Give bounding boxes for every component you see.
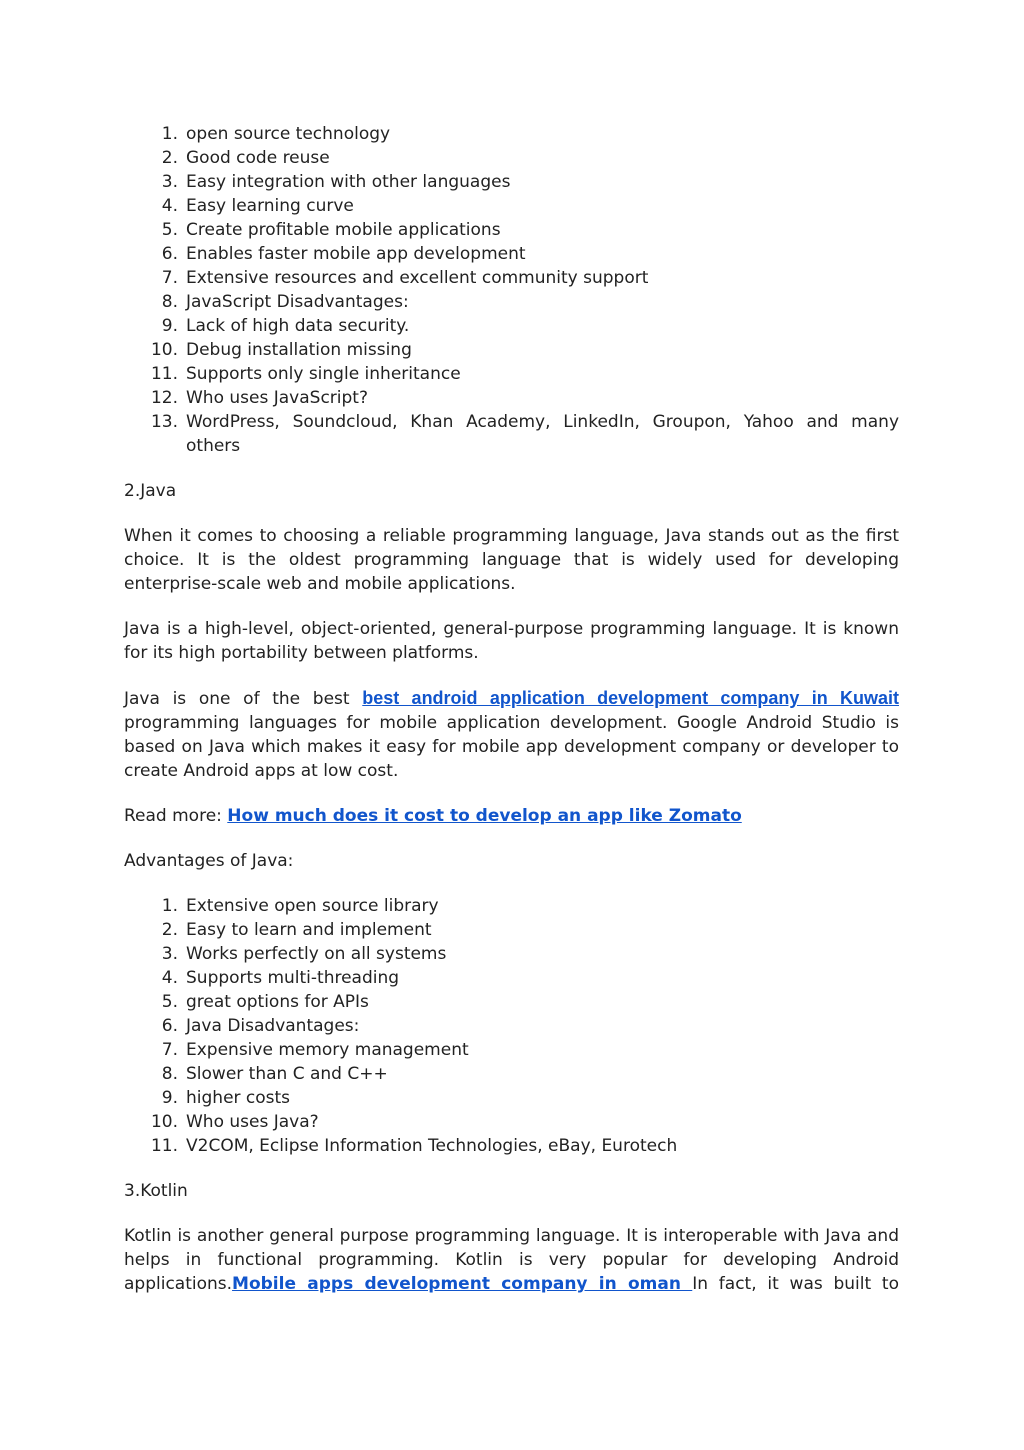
java-list [124, 894, 899, 1158]
list-item: 1. Extensive open source library [161, 896, 439, 916]
list-item: 11. V2COM, Eclipse Information Technologies, eBay, Eurotech [150, 1136, 678, 1156]
list-item: 7. Expensive memory management [161, 1040, 469, 1060]
list-item: 3. Easy integration with other languages [161, 172, 511, 192]
list-item: 8. Slower than C and C++ [161, 1064, 388, 1084]
list-item: 10. Debug installation missing [150, 340, 412, 360]
section-heading-kotlin: 3.Kotlin [124, 1181, 188, 1201]
list-item: 11. Supports only single inheritance [150, 364, 461, 384]
list-item: 5. great options for APIs [161, 992, 369, 1012]
list-item: 13. WordPress, Soundcloud, Khan Academy, LinkedIn, Groupon, Yahoo and many others [150, 412, 899, 456]
kotlin-paragraph-1: Kotlin is another general purpose programming language. It is interoperable with Java and helps in functional programming. Kotlin is very popular for developing Android applications.Mobile apps development company in oman In fact, it was built to [124, 1226, 899, 1294]
list-item: 12. Who uses JavaScript? [150, 388, 368, 408]
list-item: 10. Who uses Java? [150, 1112, 319, 1132]
list-item: 6. Java Disadvantages: [161, 1016, 360, 1036]
advantages-java-heading: Advantages of Java: [124, 851, 294, 871]
list-item: 3. Works perfectly on all systems [161, 944, 447, 964]
document-page [124, 122, 899, 1296]
section-heading-java: 2.Java [124, 481, 177, 501]
list-item: 2. Easy to learn and implement [161, 920, 432, 940]
list-item: 2. Good code reuse [161, 148, 330, 168]
oman-link[interactable]: Mobile apps development company in oman [232, 1274, 693, 1294]
java-paragraph-2: Java is a high-level, object-oriented, general-purpose programming language. It is known for its high portability between platforms. [124, 619, 899, 663]
list-item: 5. Create profitable mobile applications [161, 220, 501, 240]
list-item: 9. higher costs [161, 1088, 291, 1108]
zomato-link[interactable]: How much does it cost to develop an app like Zomato [227, 806, 742, 826]
javascript-list [124, 122, 899, 458]
list-item: 4. Easy learning curve [161, 196, 354, 216]
list-item: 8. JavaScript Disadvantages: [161, 292, 409, 312]
java-paragraph-1: When it comes to choosing a reliable programming language, Java stands out as the first choice. It is the oldest programming language that is widely used for developing enterprise-scale web and mobile applications. [124, 526, 899, 594]
kuwait-link[interactable]: best android application development company in Kuwait [362, 688, 899, 708]
list-item: 7. Extensive resources and excellent community support [161, 268, 649, 288]
list-item: 1. open source technology [161, 124, 391, 144]
list-item: 6. Enables faster mobile app development [161, 244, 526, 264]
java-paragraph-3: Java is one of the best best android application development company in Kuwait programming languages for mobile application development. Google Android Studio is based on Java which makes it easy for mobile app development company or developer to create Android apps at low cost. [124, 688, 899, 781]
list-item: 4. Supports multi-threading [161, 968, 400, 988]
list-item: 9. Lack of high data security. [161, 316, 410, 336]
read-more: Read more: How much does it cost to develop an app like Zomato [124, 806, 742, 826]
